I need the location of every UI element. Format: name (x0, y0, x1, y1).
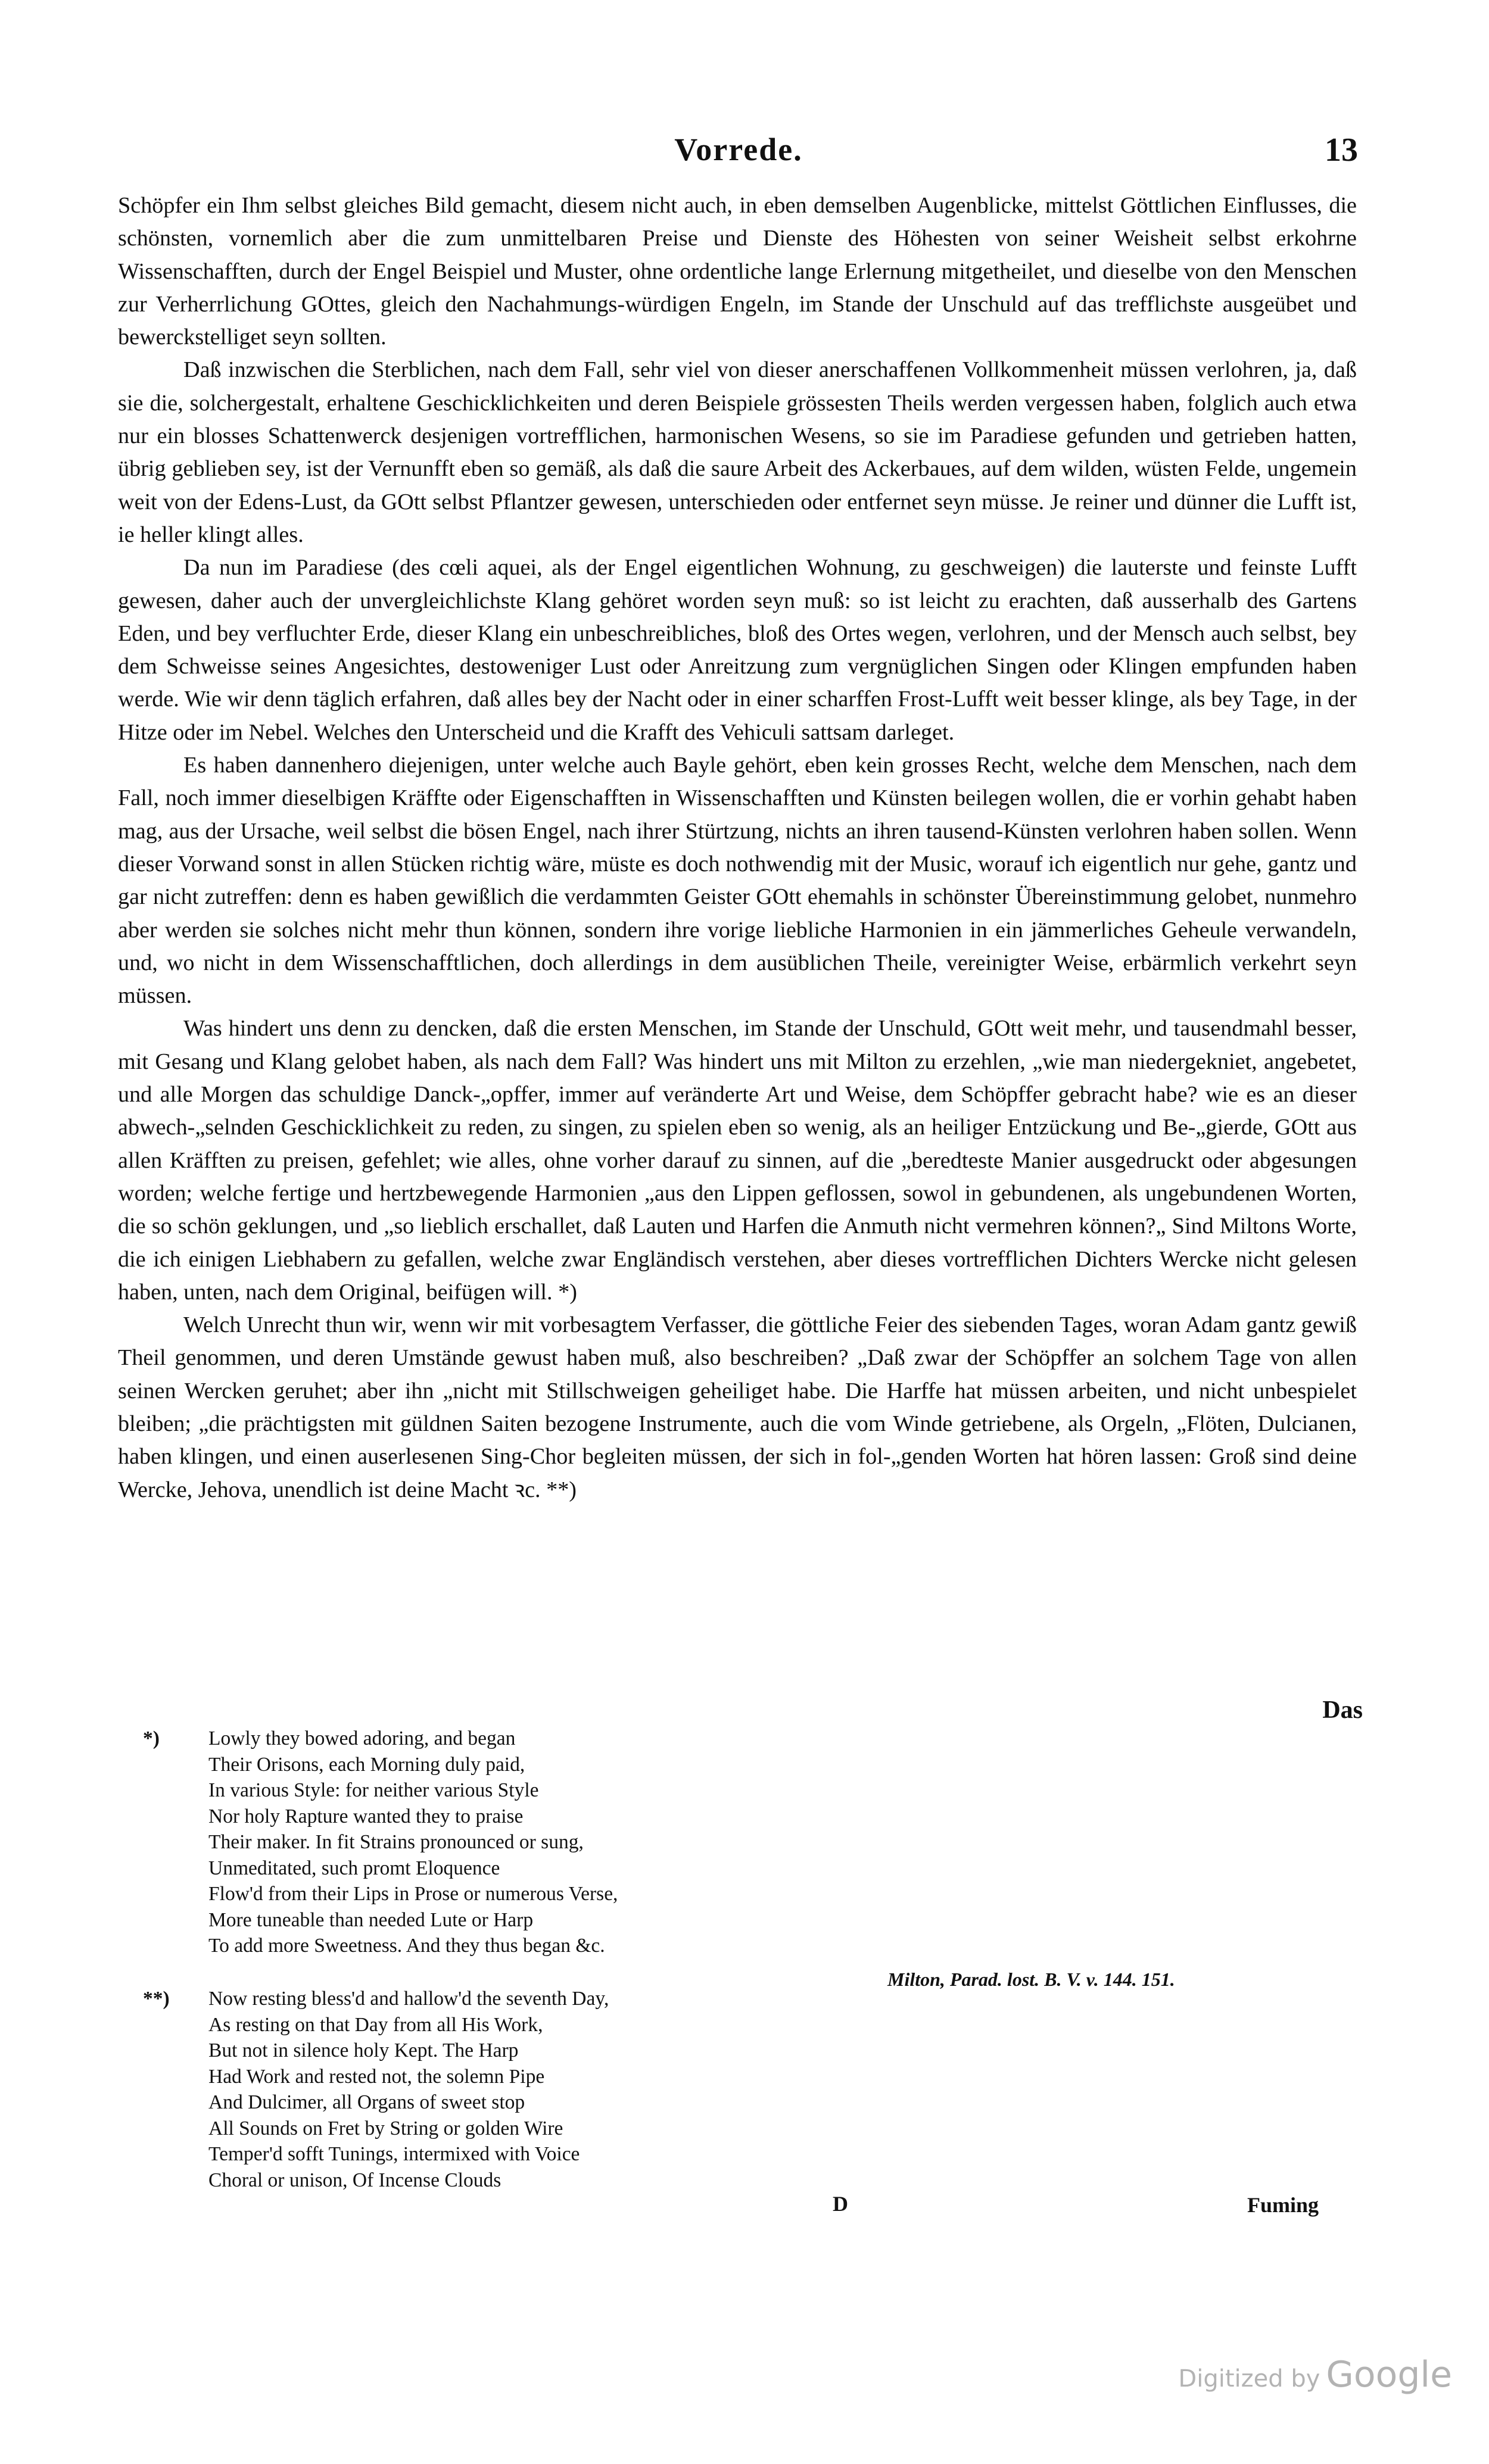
verse-line: And Dulcimer, all Organs of sweet stop (208, 2091, 525, 2113)
verse-line: But not in silence holy Kept. The Harp (208, 2039, 519, 2061)
bottom-catchword: Fuming (1247, 2193, 1319, 2217)
paragraph: Daß inzwischen die Sterblichen, nach dem Fall, sehr viel von dieser anerschaffenen Vollkommenheit müssen verlohren, ja, daß sie die, solchergestalt, erhaltene Geschicklichkeiten und deren Beispiele grössesten Theils werden vergessen haben, folglich auch etwa nur ein blosses Schattenwerck desjenigen vortrefflichen, harmonischen Wesens, so sie im Paradiese gefunden und getrieben hatten, übrig geblieben sey, ist der Vernunfft eben so gemäß, als daß die saure Arbeit des Ackerbaues, auf dem wilden, wüsten Felde, ungemein weit von der Edens-Lust, da GOtt selbst Pflantzer gewesen, unterschieden oder entfernet seyn müsse. Je reiner und dünner die Lufft ist, ie heller klingt alles. (118, 357, 1357, 547)
verse-line: In various Style: for neither various Style (208, 1779, 539, 1801)
paragraph: Schöpfer ein Ihm selbst gleiches Bild gemacht, diesem nicht auch, in eben demselben Augenblicke, mittelst Göttlichen Einflusses, die schönsten, vornemlich aber die zum unmittelbaren Preise und Dienste des Höhesten von seiner Weisheit selbst erkohrne Wissenschafften, durch der Engel Beispiel und Muster, ohne ordentliche lange Erlernung mitgetheilet, und dieselbe von den Menschen zur Verherrlichung GOttes, gleich den Nachahmungs-würdigen Engeln, im Stande der Unschuld auf das trefflichste ausgeübet und bewerckstelliget seyn sollten. (118, 193, 1357, 350)
watermark-brand: Google (1326, 2354, 1452, 2396)
paragraph: Es haben dannenhero diejenigen, unter welche auch Bayle gehört, eben kein grosses Recht, welche dem Menschen, nach dem Fall, noch immer dieselbigen Kräffte oder Eigenschafften in Wissenschafften und Künsten beilegen wollen, die er vorhin gehabt haben mag, aus der Ursache, weil selbst die bösen Engel, nach ihrer Stürtzung, nichts an ihren tausend-Künsten verlohren haben sollen. Wenn dieser Vorwand sonst in allen Stücken richtig wäre, müste es doch nothwendig mit der Music, worauf ich eigentlich nur gehe, gantz und gar nicht zutreffen: denn es haben gewißlich die verdammten Geister GOtt ehemahls in schönster Übereinstimmung gelobet, nunmehro aber werden sie solches nicht mehr thun können, sondern ihre vorige liebliche Harmonien in ein jämmerliches Geheule verwandeln, und, wo nicht in dem Wissenschafftlichen, doch allerdings in dem ausüblichen Theile, vereinigter Weise, erbärmlich verkehrt seyn müssen. (118, 753, 1357, 1009)
verse-line: Flow'd from their Lips in Prose or numerous Verse, (208, 1883, 618, 1905)
paragraph: Da nun im Paradiese (des cœli aquei, als der Engel eigentlichen Wohnung, zu geschweigen) die lauterste und feinste Lufft gewesen, daher auch der unvergleichlichste Klang gehöret worden seyn muß: so ist leicht zu erachten, daß ausserhalb des Gartens Eden, und bey verfluchter Erde, dieser Klang ein unbeschreibliches, bloß des Ortes wegen, verlohren, und der Mensch auch selbst, bey dem Schweisse seines Angesichtes, destoweniger Lust oder Anreitzung zum vergnüglichen Singen oder Klingen empfunden haben werde. Wie wir denn täglich erfahren, daß alles bey der Nacht oder in einer scharffen Frost-Lufft weit besser klinge, als bey Tage, in der Hitze oder im Nebel. Welches den Unterscheid und die Krafft des Vehiculi sattsam darleget. (118, 555, 1357, 745)
verse-line: Lowly they bowed adoring, and began (208, 1727, 516, 1749)
verse-line: Now resting bless'd and hallow'd the seventh Day, (208, 1988, 609, 2010)
page-number: 13 (1325, 132, 1358, 169)
verse-line: Had Work and rested not, the solemn Pipe (208, 2065, 545, 2088)
verse-line: Temper'd sofft Tunings, intermixed with Voice (208, 2143, 580, 2165)
verse-line: All Sounds on Fret by String or golden Wire (208, 2117, 563, 2139)
verse-line: Choral or unison, Of Incense Clouds (208, 2169, 501, 2191)
verse-line: To add more Sweetness. And they thus began &c. (208, 1935, 605, 1957)
paragraph: Welch Unrecht thun wir, wenn wir mit vorbesagtem Verfasser, die göttliche Feier des siebenden Tages, woran Adam gantz gewiß Theil genommen, und deren Umstände gewust haben muß, also beschreiben? „Daß zwar der Schöpffer an solchem Tage von allen seinen Wercken geruhet; aber ihn „nicht mit Stillschweigen geheiliget habe. Die Harffe hat müssen arbeiten, und nicht unbespielet bleiben; „die prächtigsten mit güldnen Saiten bezogene Instrumente, auch die vom Winde getriebene, als Orgeln, „Flöten, Dulcianen, haben klingen, und einen auserlesenen Sing-Chor begleiten müssen, der sich in fol-„genden Worten hat hören lassen: Groß sind deine Wercke, Jehova, unendlich ist deine Macht ꝛc. **) (118, 1312, 1357, 1502)
signature-mark: D (833, 2192, 848, 2216)
footnote-milton-1 (143, 1726, 804, 1959)
watermark-prefix: Digitized by (1178, 2365, 1320, 2393)
verse-line: Nor holy Rapture wanted they to praise (208, 1805, 524, 1827)
verse-line: Their Orisons, each Morning duly paid, (208, 1753, 525, 1776)
footnote-mark: *) (143, 1727, 160, 1749)
running-title: Vorrede. (674, 132, 803, 167)
verse-line: As resting on that Day from all His Work, (208, 2013, 543, 2036)
main-text (118, 189, 1357, 1507)
verse-line: More tuneable than needed Lute or Harp (208, 1908, 534, 1931)
footnote-citation: Milton, Parad. lost. B. V. v. 144. 151. (887, 1969, 1175, 1990)
verse-line: Unmeditated, such promt Eloquence (208, 1857, 500, 1879)
footnote-milton-2 (143, 1986, 804, 2193)
page-header (119, 131, 1358, 179)
verse-line: Their maker. In fit Strains pronounced or sung, (208, 1831, 584, 1853)
catchword: Das (1322, 1696, 1363, 1724)
digitized-watermark (1178, 2354, 1452, 2396)
paragraph: Was hindert uns denn zu dencken, daß die ersten Menschen, im Stande der Unschuld, GOtt weit mehr, und tausendmahl besser, mit Gesang und Klang gelobet haben, als nach dem Fall? Was hindert uns mit Milton zu erzehlen, „wie man niedergekniet, angebetet, und alle Morgen das schuldige Danck-„opffer, immer auf veränderte Art und Weise, dem Schöpffer gebracht habe? wie es an dieser abwech-„selnden Geschicklichkeit zu reden, zu singen, zu spielen eben so wenig, als an heiliger Entzückung und Be-„gierde, GOtt aus allen Kräfften zu preisen, gefehlet; wie alles, ohne vorher darauf zu sinnen, auf die „beredteste Manier ausgedruckt oder abgesungen worden; welche fertige und hertzbewegende Harmonien „aus den Lippen geflossen, sowol in gebundenen, als ungebundenen Worten, die so schön geklungen, und „so lieblich erschallet, daß Lauten und Harfen die Anmuth nicht vermehren können?„ Sind Miltons Worte, die ich einigen Liebhabern zu gefallen, welche zwar Engländisch verstehen, aber dieses vortrefflichen Dichters Wercke nicht gelesen haben, unten, nach dem Original, beifügen will. *) (118, 1016, 1357, 1305)
footnote-mark: **) (143, 1988, 170, 2010)
